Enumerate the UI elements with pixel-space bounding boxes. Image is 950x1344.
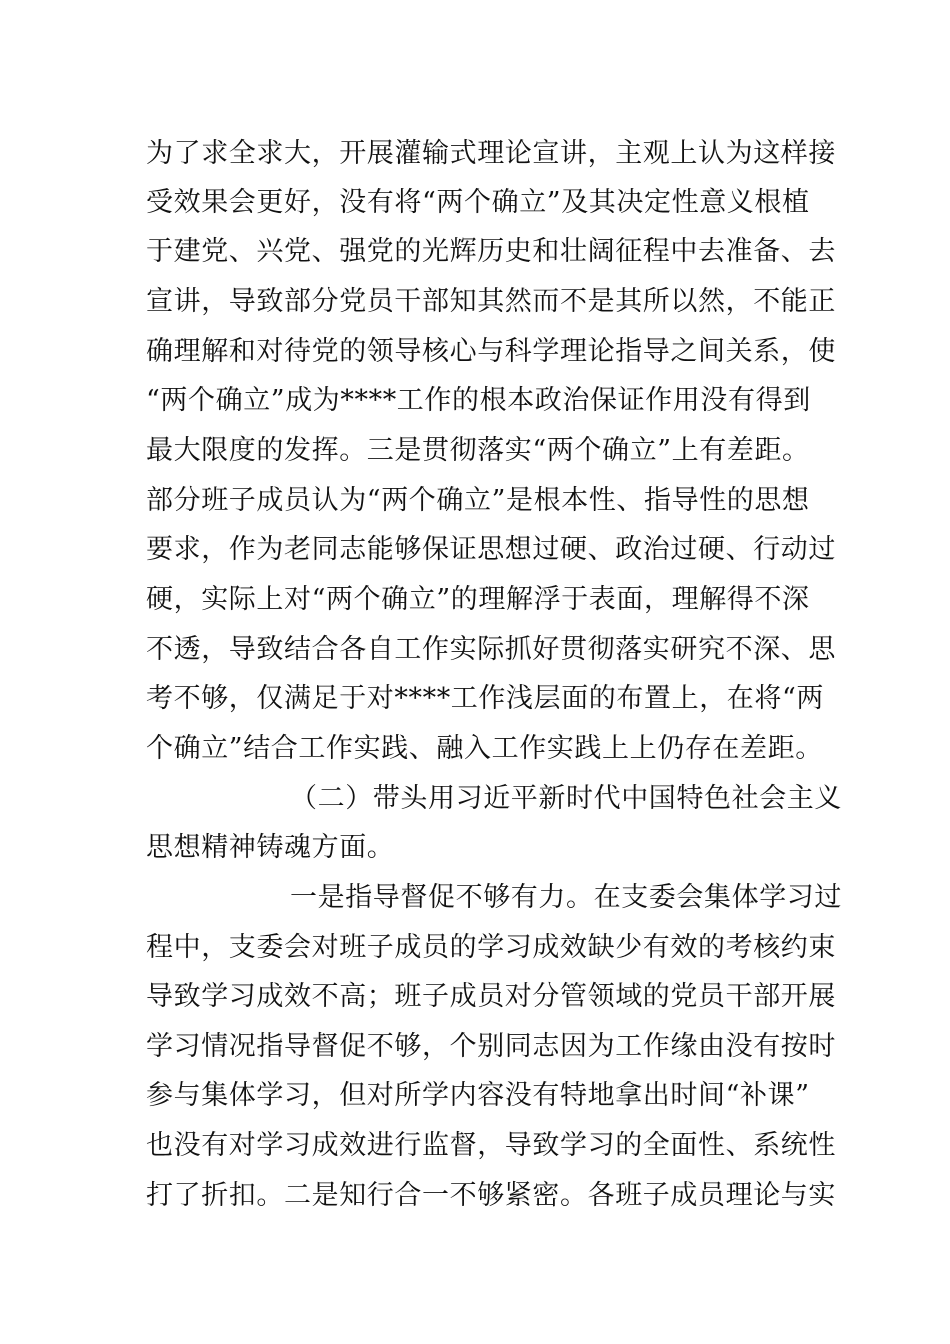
text-line: 个确立”结合工作实践、融入工作实践上上仍存在差距。 (146, 733, 823, 764)
text-line: 部分班子成员认为“两个确立”是根本性、指导性的思想 (146, 485, 810, 516)
paragraph-start: 一是指导督促不够有力。在支委会集体学习过 (290, 882, 842, 913)
text-line: 不透，导致结合各自工作实际抓好贯彻落实研究不深、思 (146, 634, 836, 665)
text-line: 确理解和对待党的领导核心与科学理论指导之间关系，使 (146, 336, 836, 367)
text-line: 于建党、兴党、强党的光辉历史和壮阔征程中去准备、去 (146, 236, 836, 267)
section-heading-continued: 思想精神铸魂方面。 (146, 832, 395, 863)
text-line: 程中，支委会对班子成员的学习成效缺少有效的考核约束 (146, 932, 836, 963)
text-line: 硬，实际上对“两个确立”的理解浮于表面，理解得不深 (146, 584, 810, 615)
text-line: 受效果会更好，没有将“两个确立”及其决定性意义根植 (146, 187, 810, 218)
text-line: “两个确立”成为****工作的根本政治保证作用没有得到 (146, 385, 811, 416)
text-line: 导致学习成效不高；班子成员对分管领域的党员干部开展 (146, 981, 836, 1012)
text-line: 宣讲，导致部分党员干部知其然而不是其所以然，不能正 (146, 286, 836, 317)
section-heading: （二）带头用习近平新时代中国特色社会主义 (290, 783, 842, 814)
text-line: 考不够，仅满足于对****工作浅层面的布置上，在将“两 (146, 683, 825, 714)
text-line: 学习情况指导督促不够，个别同志因为工作缘由没有按时 (146, 1031, 836, 1062)
text-line: 要求，作为老同志能够保证思想过硬、政治过硬、行动过 (146, 534, 836, 565)
text-line: 也没有对学习成效进行监督，导致学习的全面性、系统性 (146, 1130, 836, 1161)
text-line: 打了折扣。二是知行合一不够紧密。各班子成员理论与实 (146, 1180, 836, 1211)
text-line: 最大限度的发挥。三是贯彻落实“两个确立”上有差距。 (146, 435, 810, 466)
text-line: 参与集体学习，但对所学内容没有特地拿出时间“补课” (146, 1080, 810, 1111)
text-line: 为了求全求大，开展灌输式理论宣讲，主观上认为这样接 (146, 138, 836, 169)
